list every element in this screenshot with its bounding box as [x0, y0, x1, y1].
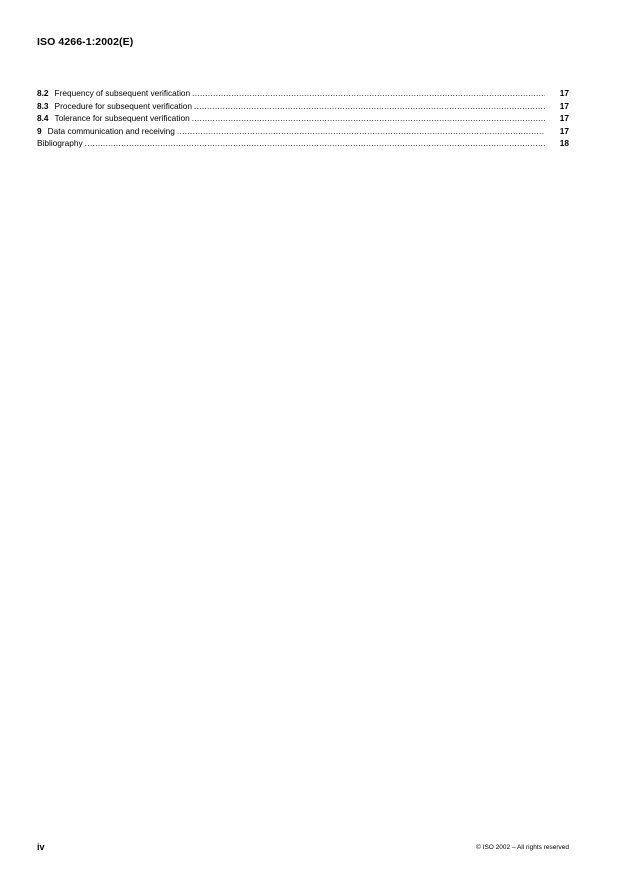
toc-entry-number: 8.2	[37, 88, 49, 98]
toc-dot-leader	[192, 112, 545, 125]
toc-dot-leader	[85, 137, 545, 150]
toc-entry-number: 8.3	[37, 100, 49, 111]
toc-entry-page: 17	[559, 125, 569, 136]
toc-entry-number: 9	[37, 125, 42, 136]
toc-entry-8-3[interactable]	[37, 100, 569, 113]
toc-dot-leader	[194, 100, 545, 113]
toc-entry-9[interactable]	[37, 125, 569, 138]
toc-entry-8-2[interactable]	[37, 87, 569, 100]
toc-entry-8-4[interactable]	[37, 112, 569, 125]
toc-entry-page: 17	[559, 113, 569, 124]
toc-entry-page: 18	[559, 138, 569, 149]
toc-entry-page: 17	[559, 88, 569, 98]
toc-entry-bibliography[interactable]	[37, 137, 569, 150]
toc-dot-leader	[192, 87, 545, 100]
toc-entry-page: 17	[559, 100, 569, 111]
toc-entry-title: Bibliography	[37, 138, 83, 149]
toc-entry-title: Frequency of subsequent verification	[54, 88, 191, 98]
document-identifier: ISO 4266-1:2002(E)	[37, 36, 134, 48]
table-of-contents	[37, 87, 569, 150]
toc-entry-title: Data communication and receiving	[47, 125, 175, 136]
toc-dot-leader	[177, 125, 545, 138]
page-number: iv	[37, 842, 45, 852]
toc-entry-title: Procedure for subsequent verification	[54, 100, 192, 111]
toc-entry-title: Tolerance for subsequent verification	[54, 113, 190, 124]
toc-entry-number: 8.4	[37, 113, 49, 124]
copyright-notice: © ISO 2002 – All rights reserved	[476, 844, 569, 851]
